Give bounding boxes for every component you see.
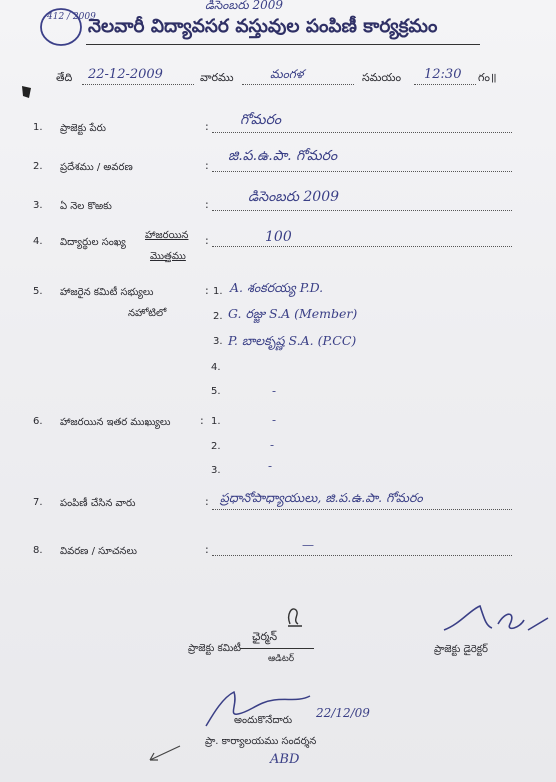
member-number: 5. (211, 386, 221, 397)
month-value: డిసెంబరు 2009 (248, 189, 340, 205)
circle-stamp-text: 412 / 2009 (47, 12, 96, 22)
time-value: 12:30 (424, 67, 462, 82)
director-label: ప్రాజెక్టు డైరెక్టర్ (434, 644, 488, 655)
initials-mark: ABD (270, 752, 300, 767)
distributed-by-value: ప్రధానోపాధ్యాయులు, జి.ప.ఉ.పా. గోమరం (220, 490, 423, 505)
other-entry: - (272, 413, 277, 427)
field-colon: : (205, 198, 209, 211)
committee-label: ప్రాజెక్టు కమిటీ (188, 643, 241, 654)
member-number: 3. (213, 336, 223, 347)
member-number: 4. (211, 362, 221, 373)
field-colon: : (205, 159, 209, 172)
field-number: 2. (33, 161, 43, 172)
other-entry: - (268, 459, 273, 473)
field-label-bottom: మొత్తము (150, 251, 186, 262)
field-colon: : (205, 284, 209, 297)
field-label: హాజరైన కమిటీ సభ్యులు (60, 287, 154, 298)
field-label: విద్యార్థుల సంఖ్య (60, 237, 126, 248)
other-entry: - (270, 438, 275, 452)
remarks-value: — (302, 538, 314, 552)
chairman-sub-label: ఆడిటర్ (268, 654, 295, 664)
member-number: 2. (213, 311, 223, 322)
field-colon: : (205, 234, 209, 247)
student-count-value: 100 (265, 229, 292, 245)
director-signature-scribble (440, 600, 552, 642)
office-label: ప్రా. కార్యాలయము సందర్శన (205, 736, 317, 747)
field-colon: : (200, 414, 204, 427)
chairman-rule (240, 648, 314, 649)
field-label: పంపిణీ చేసిన వారు (60, 498, 136, 509)
circle-stamp-mark (38, 4, 96, 50)
field-label-top: హాజరయిన (145, 230, 189, 241)
other-number: 3. (211, 465, 221, 476)
received-by-label: అందుకొనేదారు (234, 715, 293, 726)
field-number: 4. (33, 236, 43, 247)
field-label: వివరణ / సూచనలు (60, 546, 138, 557)
field-number: 5. (33, 286, 43, 297)
member-entry: - (272, 384, 277, 398)
other-number: 2. (211, 441, 221, 452)
binder-hole-mark (20, 84, 34, 100)
field-label-sub: నహోటిలో (128, 308, 167, 319)
member-entry: P. బాలకృష్ణ S.A. (P.CC) (228, 333, 357, 348)
time-unit: గం॥ (478, 71, 497, 84)
page-title: నెలవారీ విద్యావసర వస్తువుల పంపిణీ కార్యక్రమం (88, 16, 438, 37)
member-entry: A. శంకరయ్య P.D. (230, 280, 324, 295)
chairman-label: ఛైర్మన్ (252, 630, 278, 643)
field-colon: : (205, 495, 209, 508)
received-date: 22/12/09 (316, 706, 370, 720)
date-value: 22-12-2009 (88, 67, 163, 82)
day-value: మంగళ (270, 67, 304, 81)
field-label: ప్రదేశము / అవరణ (60, 162, 133, 173)
field-label: ప్రాజెక్టు పేరు (60, 123, 106, 134)
field-number: 1. (33, 122, 43, 133)
field-number: 7. (33, 497, 43, 508)
field-label: ఏ నెల కొఱకు (60, 201, 112, 212)
date-label: తేది (56, 71, 73, 84)
top-handwritten-note: డిసెంబరు 2009 (205, 0, 284, 12)
other-number: 1. (211, 416, 221, 427)
location-value: జి.ప.ఉ.పా. గోమరం (228, 148, 338, 164)
field-label: హాజరయిన ఇతర ముఖ్యులు (60, 417, 171, 428)
field-number: 3. (33, 200, 43, 211)
title-underline (86, 44, 480, 45)
field-number: 6. (33, 416, 43, 427)
project-name-value: గోమరం (240, 112, 282, 128)
chairman-signature-scribble (282, 602, 308, 628)
field-colon: : (205, 120, 209, 133)
member-number: 1. (213, 286, 223, 297)
day-label: వారము (200, 71, 234, 84)
arrow-mark (146, 742, 182, 764)
time-label: సమయం (362, 71, 402, 84)
field-number: 8. (33, 545, 43, 556)
member-entry: G. రజ్జు S.A (Member) (228, 306, 358, 321)
field-colon: : (205, 543, 209, 556)
